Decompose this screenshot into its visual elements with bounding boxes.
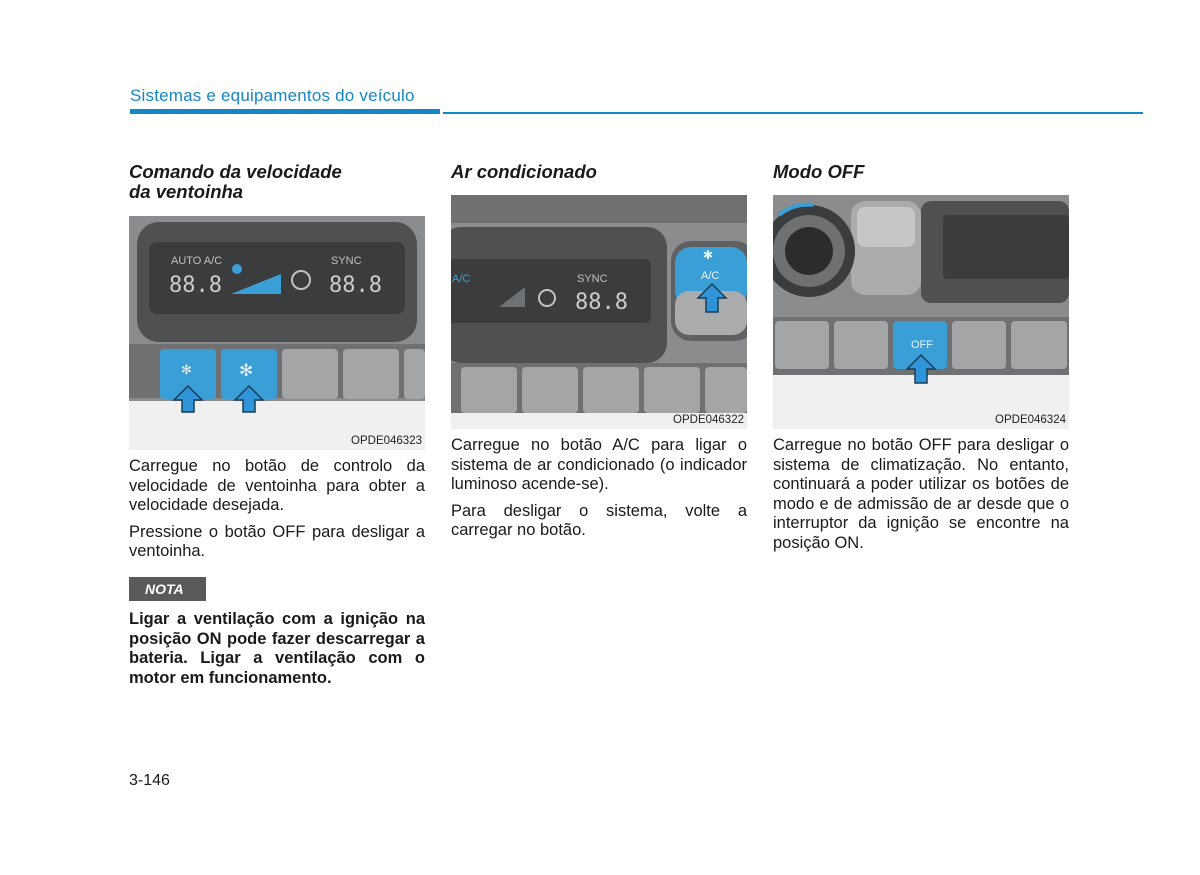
- display-temp-left: 88.8: [169, 273, 222, 298]
- page-number: 3-146: [129, 772, 170, 789]
- body-text-ac: [451, 436, 747, 548]
- paragraph: Carregue no botão A/C para ligar o sistema de ar condicionado (o indicador luminoso acende-se).: [451, 436, 747, 493]
- nota-text: Ligar a ventilação com a ignição na posição ON pode fazer descarregar a bateria. Ligar a ventilação com o motor em funcionamento.: [129, 610, 425, 687]
- section-header: Sistemas e equipamentos do veículo: [130, 86, 415, 105]
- temperature-knob: [785, 227, 833, 275]
- section-title-ac: Ar condicionado: [451, 161, 597, 182]
- header-accent-bar: [130, 109, 440, 114]
- display-sync: SYNC: [577, 273, 608, 285]
- display-temp-right: 88.8: [329, 273, 382, 298]
- section-title-fan-speed: Comando da velocidade da ventoinha: [129, 161, 342, 202]
- figure-off-mode: [773, 195, 1069, 429]
- paragraph: Pressione o botão OFF para desligar a ventoinha.: [129, 522, 425, 560]
- off-mode-panel-illustration: [773, 195, 1069, 429]
- display-sync: SYNC: [331, 255, 362, 267]
- figure-ac: [451, 195, 747, 429]
- body-text-fan-speed: [129, 457, 425, 569]
- nota-label: NOTA: [129, 577, 206, 601]
- paragraph: Para desligar o sistema, volte a carregar no botão.: [451, 501, 747, 539]
- fan-icon: [232, 264, 242, 274]
- snowflake-icon: ✱: [703, 248, 714, 262]
- display-temp: 88.8: [575, 290, 628, 315]
- figure-code: OPDE046323: [351, 435, 422, 447]
- section-title-off-mode: Modo OFF: [773, 161, 865, 182]
- ac-button-label: A/C: [701, 270, 720, 282]
- figure-code: OPDE046324: [995, 414, 1066, 426]
- paragraph: Carregue no botão OFF para desligar o sistema de climatização. No entanto, continuará a poder utilizar os botões de modo e de admissão de ar desde que o interruptor da ignição se encontre na posição ON.: [773, 436, 1069, 552]
- ac-panel-illustration: [451, 195, 747, 429]
- paragraph: Carregue no botão de controlo da velocidade de ventoinha para obter a velocidade desejada.: [129, 457, 425, 514]
- fan-large-icon: ✻: [239, 361, 254, 381]
- body-text-off-mode: [773, 436, 1069, 560]
- off-button-label: OFF: [911, 339, 933, 351]
- header-rule: [443, 112, 1143, 114]
- fan-small-icon: ✻: [181, 363, 192, 378]
- display-ac: A/C: [452, 273, 471, 285]
- fan-speed-panel-illustration: [129, 216, 425, 450]
- display-auto-ac: AUTO A/C: [171, 255, 223, 267]
- figure-code: OPDE046322: [673, 414, 744, 426]
- figure-fan-speed: [129, 216, 425, 450]
